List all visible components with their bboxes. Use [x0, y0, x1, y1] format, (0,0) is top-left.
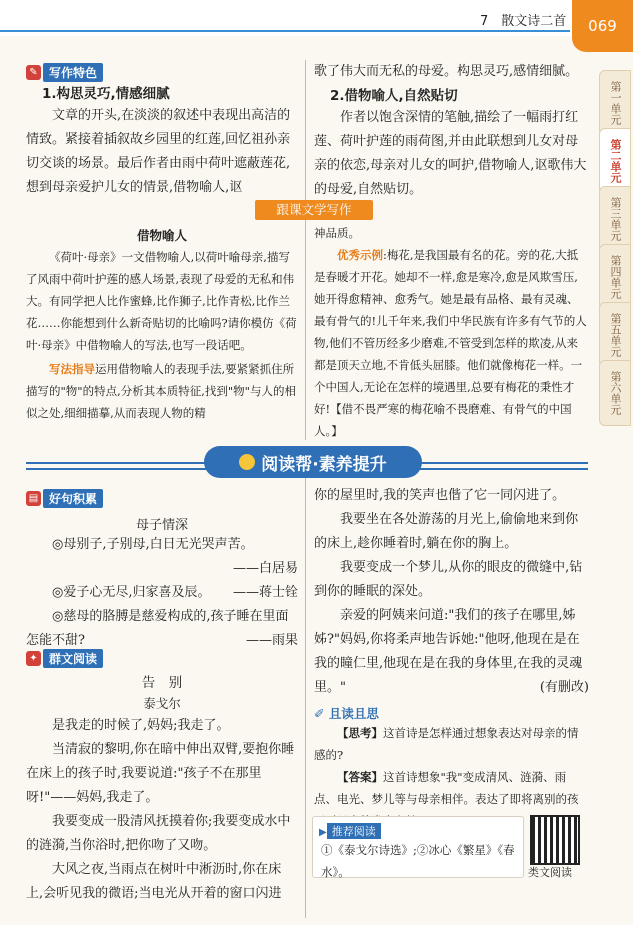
think-tag-text: 且读且思	[328, 706, 379, 721]
arrow-icon: ▶	[319, 827, 327, 838]
recommend-tag: 推荐阅读	[327, 823, 381, 839]
think-a-text: 这首诗想象"我"变成清风、涟漪、雨点、电光、梦儿等与母亲相伴。表达了即将离别的孩	[314, 770, 579, 806]
poem-para-2: 当清寂的黎明,你在暗中伸出双臂,要抱你睡在床上的孩子时,我要说道:"孩子不在那里呀!"——妈妈,我走了。	[26, 742, 295, 805]
poem-author: 泰戈尔	[143, 696, 181, 711]
think-tag	[314, 704, 589, 722]
reading-icon: ✦	[26, 651, 41, 666]
lightbulb-icon	[239, 454, 255, 470]
writing-para-1: 文章的开头,在淡淡的叙述中表现出高洁的情致。紧接着插叙故乡园里的红莲,回忆祖孙亲切交谈的场景。最后作者由雨中荷叶遮蔽莲花,想到母亲爱护儿女的情景,借物喻人,讴	[26, 108, 291, 195]
poem-para-1: 是我走的时候了,妈妈;我走了。	[52, 718, 230, 733]
chapter-title: 7 散文诗二首	[480, 14, 567, 29]
group-tag: 群文阅读	[43, 649, 103, 668]
poem-cont	[314, 484, 589, 832]
think-icon: ✐	[314, 706, 329, 721]
think-q-label: 【思考】	[337, 726, 383, 740]
poem-para-6: 我要变成一个梦儿,从你的眼皮的微缝中,钻到你的睡眠的深处。	[314, 560, 583, 599]
author-3: ——雨果	[245, 633, 298, 648]
follow-section	[26, 226, 298, 424]
think-q-text: 这首诗是怎样通过想象表达对母亲的情感的?	[314, 726, 579, 762]
writing-heading-2: 2.借物喻人,自然贴切	[330, 88, 458, 104]
poem-title: 告 别	[141, 675, 183, 691]
think-a-label: 【答案】	[337, 770, 383, 784]
author-1: ——白居易	[232, 561, 298, 576]
example-label: 优秀示例	[337, 248, 383, 262]
qr-code[interactable]	[530, 815, 580, 865]
side-tab-6[interactable]: 第六单元	[599, 360, 631, 426]
poem-para-4: 大风之夜,当雨点在树叶中淅沥时,你在床上,会听见我的微语;当电光从开着的窗口闪进	[26, 862, 282, 901]
writing-heading-1: 1.构思灵巧,情感细腻	[42, 86, 170, 102]
side-tab-2[interactable]: 第二单元	[599, 128, 631, 194]
follow-title: 跟课文学写作	[255, 200, 373, 220]
section-banner	[204, 446, 422, 478]
header-rule	[0, 30, 570, 32]
column-divider	[305, 60, 306, 440]
group-section	[26, 648, 298, 906]
recommend-box	[312, 816, 524, 878]
writing-cont	[314, 60, 589, 202]
guide-cont: 神品质。	[314, 226, 360, 240]
think-question	[314, 722, 589, 766]
poem-para-4-cont: 你的屋里时,我的笑声也偕了它一同闪进了。	[314, 488, 566, 503]
poem-note: (有删改)	[539, 680, 589, 695]
example-section	[314, 222, 589, 442]
side-tab-5[interactable]: 第五单元	[599, 302, 631, 368]
quote-1: ◎母别子,子别母,白日无光哭声苦。	[52, 537, 254, 552]
example-text: 梅花,是我国最有名的花。旁的花,大抵是春暖才开花。她却不一样,愈是寒冷,愈是风欺雪压,她开得愈精神、愈秀气。她是最有品格、最有灵魂、最有骨气的!儿千年来,我们中华民族有许多有气节的人物,他们不管历经多少磨难,不管受到怎样的欺凌,从来都是顶天立地,不肯低头屈膝。他们就像梅花一样。一个中国人,无论在怎样的境遇里,总要有梅花的秉性才好!【借不畏严寒的梅花喻不畏磨难、有骨气的中国人。】	[314, 248, 587, 438]
side-tab-1[interactable]: 第一单元	[599, 70, 631, 136]
page-number: 069	[572, 0, 633, 52]
good-title: 母子情深	[135, 518, 188, 533]
example-para: 优秀示例:梅花,是我国最有名的花。旁的花,大抵是春暖才开花。她却不一样,愈是寒冷,愈是风欺雪压,她开得愈精神、愈秀气。她是最有品格、最有灵魂、最有骨气的!儿千年来,我们中华民族有许多有气节的人物,他们不管历经多少磨难,不管受到怎样的欺凌,从来都是顶天立地,不肯低头屈膝。他们就像梅花一样。一个中国人,无论在怎样的境遇里,总要有梅花的秉性才好!【借不畏严寒的梅花喻不畏磨难、有骨气的中国人。】	[314, 248, 587, 438]
book-icon: ▤	[26, 491, 41, 506]
column-divider-2	[305, 478, 306, 918]
writing-section	[26, 62, 298, 200]
writing-para-1-cont: 歌了伟大而无私的母爱。构思灵巧,感情细腻。	[314, 64, 579, 79]
guide-para	[26, 358, 298, 424]
follow-subtitle: 借物喻人	[136, 228, 187, 243]
poem-para-7: 亲爱的阿姨来问道:"我们的孩子在哪里,姊姊?"妈妈,你将柔声地告诉她:"他呀,他现在是在我的瞳仁里,他现在是在我的身体里,在我的灵魂里。"	[314, 608, 583, 695]
guide-label: 写法指导	[49, 362, 95, 376]
pen-icon: ✎	[26, 65, 41, 80]
qr-label: 类文阅读	[528, 866, 572, 879]
quote-2: ◎爱子心无尽,归家喜及辰。	[52, 585, 211, 600]
writing-tag: 写作特色	[43, 63, 103, 82]
recommend-text: ①《泰戈尔诗选》;②冰心《繁星》《春水》。	[321, 843, 515, 879]
writing-para-2: 作者以饱含深情的笔触,描绘了一幅雨打红莲、荷叶护莲的雨荷图,并由此联想到儿女对母亲的依恋,母亲对儿女的呵护,借物喻人,讴歌伟大的母爱,自然贴切。	[314, 110, 587, 197]
poem-para-3: 我要变成一股清风抚摸着你;我要变成水中的涟漪,当你浴时,把你吻了又吻。	[26, 814, 291, 853]
side-tab-3[interactable]: 第三单元	[599, 186, 631, 252]
author-2: ——蒋士铨	[232, 585, 298, 600]
good-tag: 好句积累	[43, 489, 103, 508]
guide-text: 运用借物喻人的表现手法,要紧紧抓住所描写的"物"的特点,分析其本质特征,找到"物"与人的相似之处,细细描摹,从而表现人物的精	[26, 362, 296, 420]
good-section	[26, 488, 298, 653]
quote-3: ◎慈母的胳膊是慈爱构成的,孩子睡在里面怎能不甜?	[26, 609, 289, 648]
side-tab-4[interactable]: 第四单元	[599, 244, 631, 310]
banner-text: 阅读帮·素养提升	[261, 454, 387, 475]
poem-para-5: 我要坐在各处游荡的月光上,偷偷地来到你的床上,趁你睡着时,躺在你的胸上。	[314, 512, 579, 551]
follow-para: 《荷叶·母亲》一文借物喻人,以荷叶喻母亲,描写了风雨中荷叶护莲的感人场景,表现了母爱的无私和伟大。有同学把人比作蜜蜂,比作狮子,比作青松,比作兰花……你能想到什么新奇贴切的比喻吗?请你模仿《荷叶·母亲》中借物喻人的写法,也写一段话吧。	[26, 250, 297, 352]
